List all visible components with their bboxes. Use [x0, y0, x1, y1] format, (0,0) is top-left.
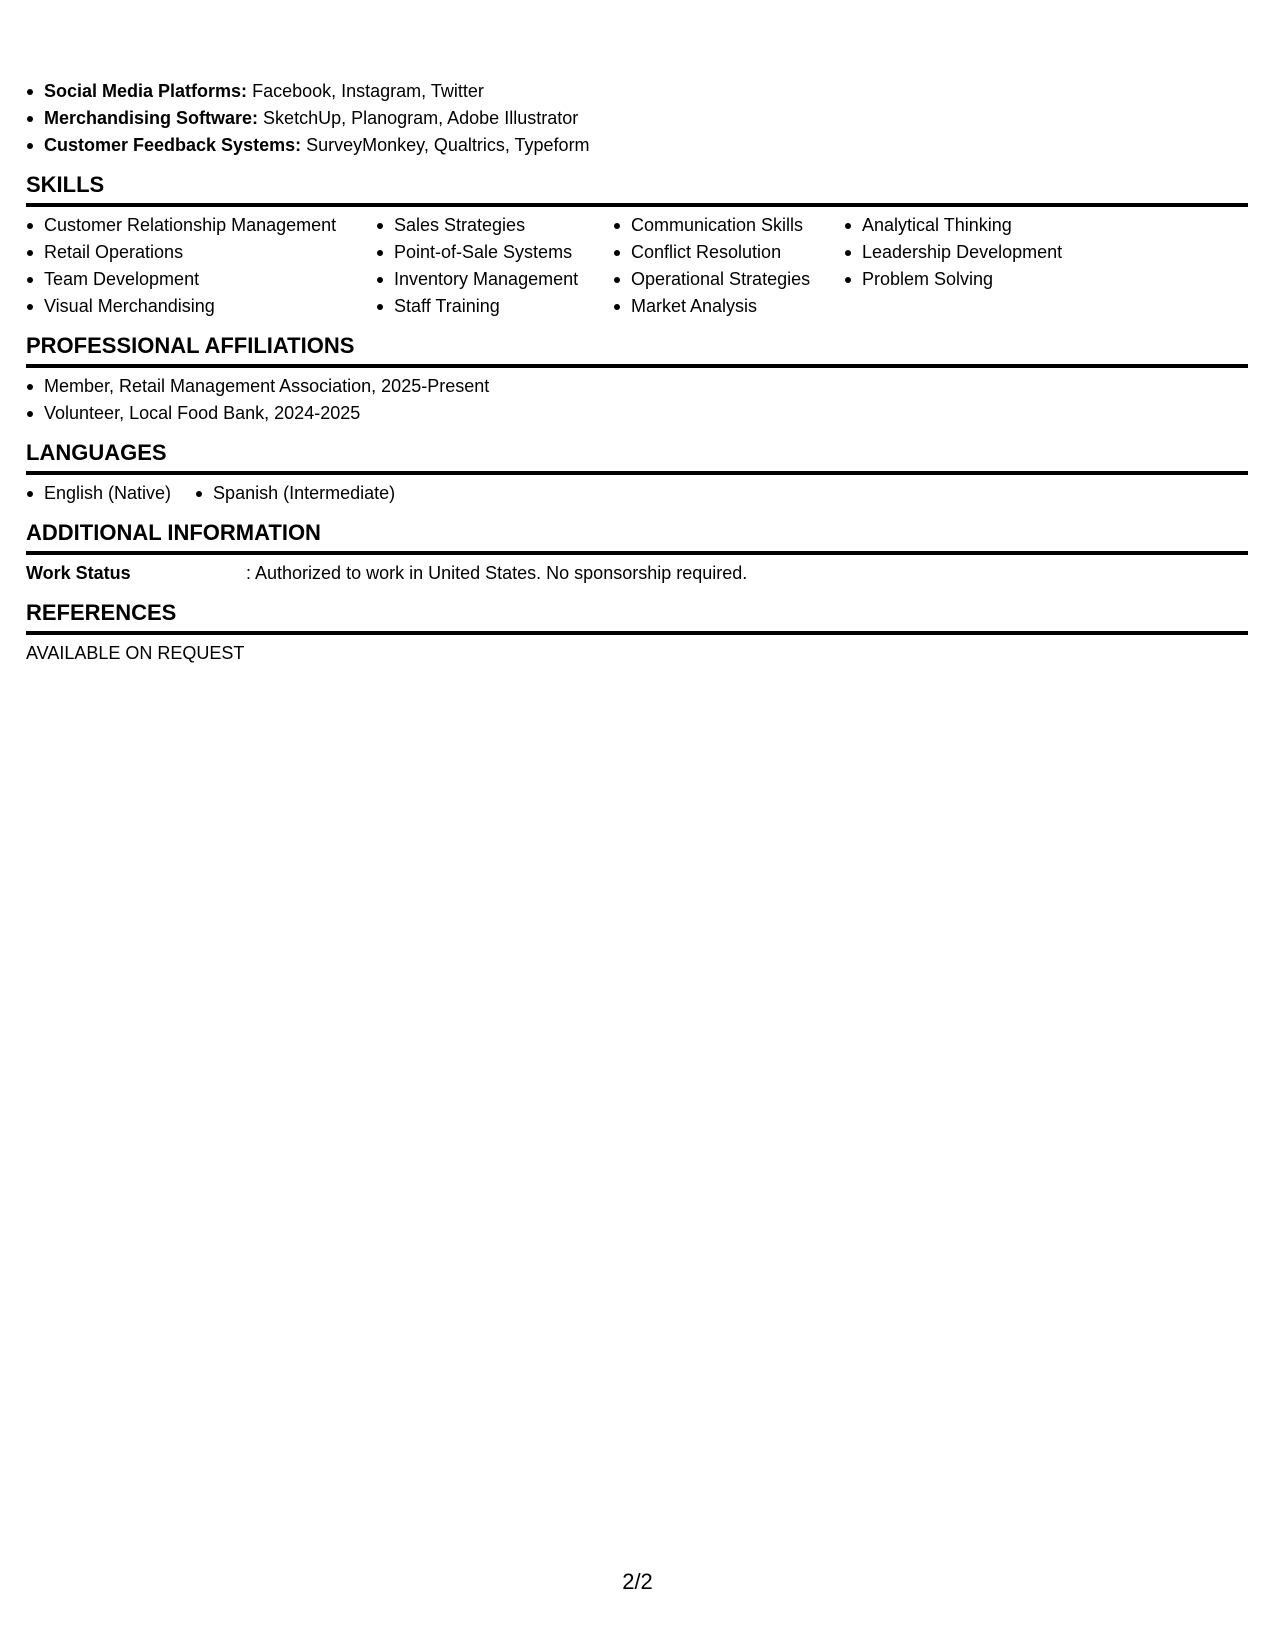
- languages-section: [26, 440, 1248, 507]
- work-status-label: Work Status: [26, 563, 131, 583]
- skill-item: Sales Strategies: [376, 212, 613, 239]
- skills-section: [26, 172, 1248, 320]
- list-item: Volunteer, Local Food Bank, 2024-2025: [26, 400, 1248, 427]
- skill-item: Team Development: [26, 266, 376, 293]
- resume-page: [26, 78, 1248, 667]
- page-number: 2/2: [622, 1569, 653, 1594]
- skills-column: [613, 212, 844, 320]
- list-item: Member, Retail Management Association, 2025-Present: [26, 373, 1248, 400]
- skill-item: Staff Training: [376, 293, 613, 320]
- skill-item: Problem Solving: [844, 266, 1104, 293]
- additional-info-section: [26, 520, 1248, 587]
- affiliations-list: [26, 373, 1248, 427]
- skills-column: [844, 212, 1104, 320]
- list-item: [26, 132, 1248, 159]
- tool-label: Customer Feedback Systems:: [44, 135, 302, 155]
- section-title: ADDITIONAL INFORMATION: [26, 520, 1248, 555]
- references-section: [26, 600, 1248, 667]
- skill-item: Market Analysis: [613, 293, 844, 320]
- section-title: LANGUAGES: [26, 440, 1248, 475]
- tool-label: Social Media Platforms:: [44, 81, 248, 101]
- skills-column: [26, 212, 376, 320]
- skill-item: Analytical Thinking: [844, 212, 1104, 239]
- skills-column: [376, 212, 613, 320]
- section-title: REFERENCES: [26, 600, 1248, 635]
- tool-value: Facebook, Instagram, Twitter: [252, 81, 484, 101]
- tool-label: Merchandising Software:: [44, 108, 259, 128]
- tool-value: SurveyMonkey, Qualtrics, Typeform: [306, 135, 590, 155]
- work-status-row: [26, 560, 1248, 587]
- skill-item: Retail Operations: [26, 239, 376, 266]
- tool-value: SketchUp, Planogram, Adobe Illustrator: [263, 108, 579, 128]
- skill-item: Leadership Development: [844, 239, 1104, 266]
- section-title: SKILLS: [26, 172, 1248, 207]
- list-item: [26, 105, 1248, 132]
- section-title: PROFESSIONAL AFFILIATIONS: [26, 333, 1248, 368]
- references-text: AVAILABLE ON REQUEST: [26, 643, 245, 663]
- affiliations-section: [26, 333, 1248, 427]
- work-status-value: : Authorized to work in United States. No sponsorship required.: [246, 563, 748, 583]
- skill-item: Point-of-Sale Systems: [376, 239, 613, 266]
- skill-item: Customer Relationship Management: [26, 212, 376, 239]
- skill-item: Inventory Management: [376, 266, 613, 293]
- skill-item: Conflict Resolution: [613, 239, 844, 266]
- list-item: [26, 78, 1248, 105]
- skill-item: Visual Merchandising: [26, 293, 376, 320]
- language-item: English (Native): [26, 480, 171, 507]
- language-item: Spanish (Intermediate): [195, 480, 395, 507]
- languages-list: [26, 480, 1248, 507]
- skill-item: Communication Skills: [613, 212, 844, 239]
- skills-grid: [26, 212, 1248, 320]
- skill-item: Operational Strategies: [613, 266, 844, 293]
- tools-list: [26, 78, 1248, 159]
